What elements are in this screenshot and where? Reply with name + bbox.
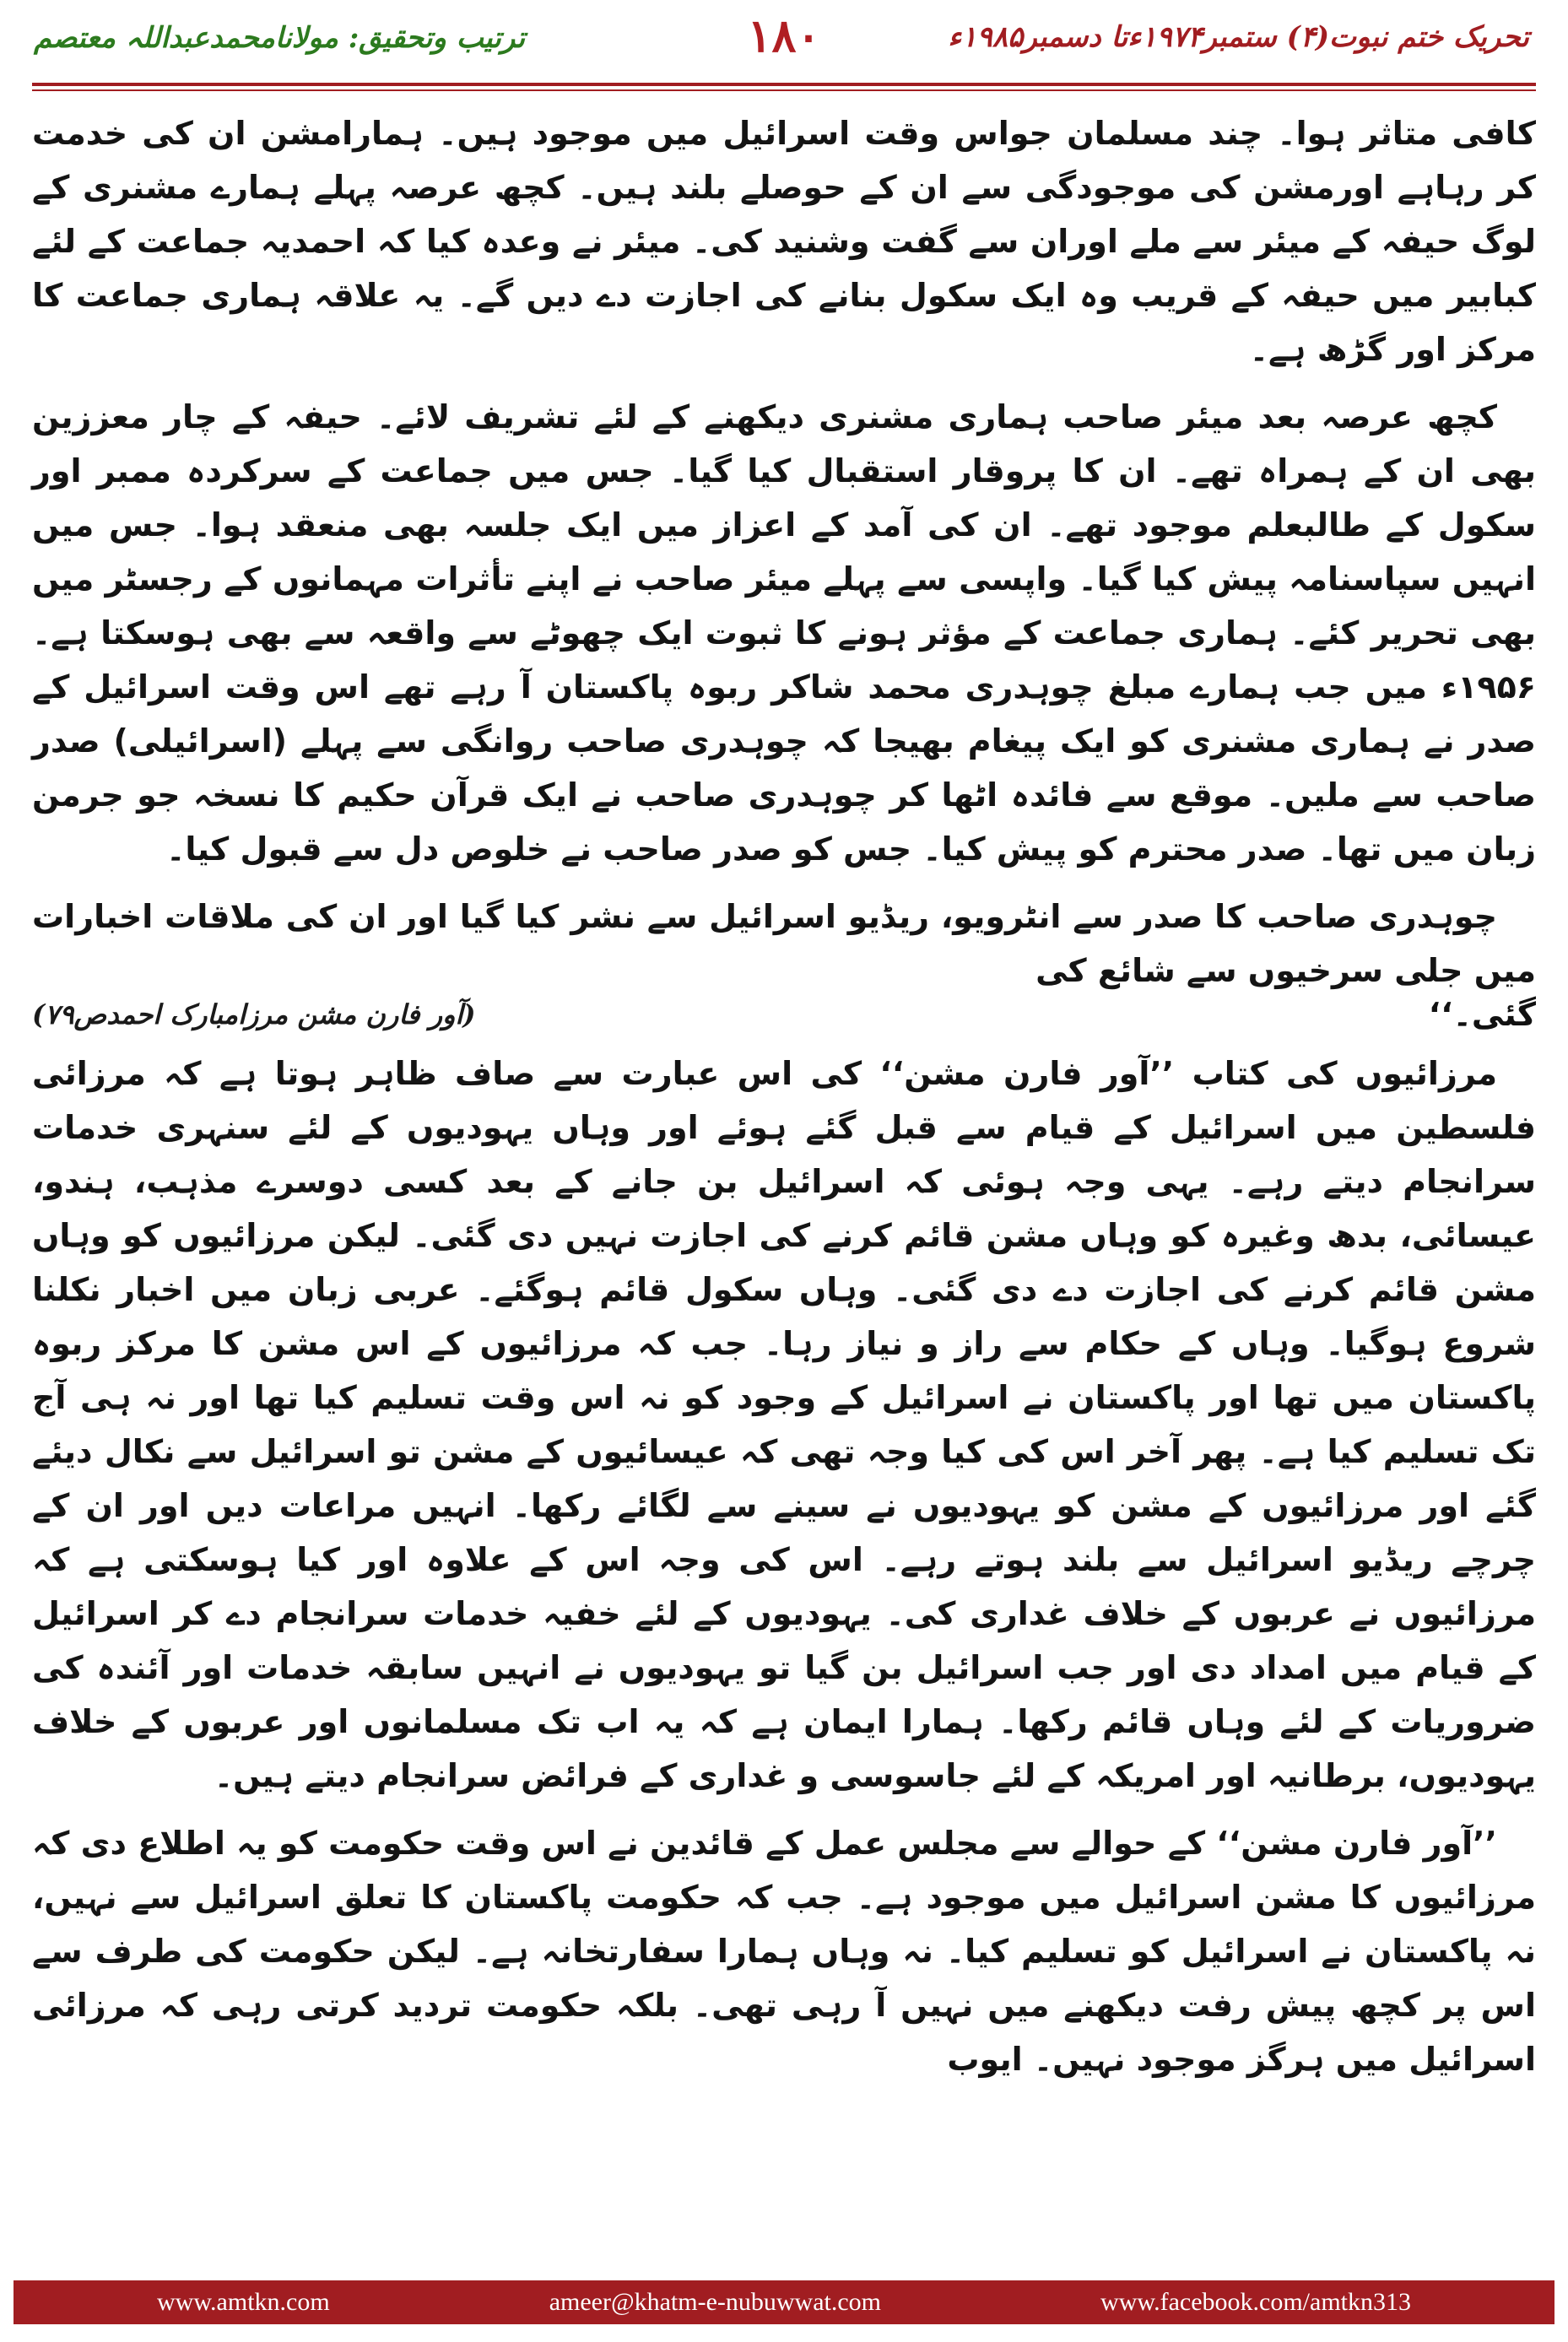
page-number: ۱۸۰: [747, 8, 821, 62]
email-link[interactable]: ameer@khatm-e-nubuwwat.com: [549, 2288, 882, 2316]
header-rule-thin: [32, 89, 1536, 91]
facebook-link[interactable]: www.facebook.com/amtkn313: [1100, 2288, 1411, 2316]
page-body: [32, 106, 1536, 2100]
book-title: تحریک ختم نبوت(۴) ستمبر۱۹۷۴ءتا دسمبر۱۹۸۵ء: [948, 20, 1529, 54]
paragraph-5: ’’آور فارن مشن‘‘ کے حوالے سے مجلس عمل کے قائدین نے اس وقت حکومت کو یہ اطلاع دی کہ مرزائیوں کا مشن اسرائیل میں موجود ہے۔ جب کہ حکومت پاکستان کا تعلق اسرائیل سے نہیں، نہ پاکستان نے اسرائیل کو تسلیم کیا۔ نہ وہاں ہمارا سفارتخانہ ہے۔ لیکن حکومت کی طرف سے اس پر کچھ پیش رفت دیکھنے میں نہیں آ رہی تھی۔ بلکہ حکومت تردید کرتی رہی کہ مرزائی اسرائیل میں ہرگز موجود نہیں۔ ایوب: [32, 1825, 1536, 2078]
compiler-credit: ترتیب وتحقیق: مولانامحمدعبداللہ معتصم: [34, 21, 526, 55]
citation-reference: (آور فارن مشن مرزامبارک احمدص۷۹): [32, 998, 476, 1030]
website-link[interactable]: www.amtkn.com: [157, 2288, 330, 2316]
paragraph-4: مرزائیوں کی کتاب ’’آور فارن مشن‘‘ کی اس عبارت سے صاف ظاہر ہوتا ہے کہ مرزائی فلسطین میں اسرائیل کے قیام سے قبل گئے ہوئے اور وہاں یہودیوں کے لئے سنہری خدمات سرانجام دیتے رہے۔ یہی وجہ ہوئی کہ اسرائیل بن جانے کے بعد کسی دوسرے مذہب، ہندو، عیسائی، بدھ وغیرہ کو وہاں مشن قائم کرنے کی اجازت نہیں دی گئی۔ لیکن مرزائیوں کو وہاں مشن قائم کرنے کی اجازت دے دی گئی۔ وہاں سکول قائم ہوگئے۔ عربی زبان میں اخبار نکلنا شروع ہوگیا۔ وہاں کے حکام سے راز و نیاز رہا۔ جب کہ مرزائیوں کے اس مشن کا مرکز ربوہ پاکستان میں تھا اور پاکستان نے اسرائیل کے وجود کو نہ اس وقت تسلیم کیا تھا اور نہ ہی آج تک تسلیم کیا ہے۔ پھر آخر اس کی کیا وجہ تھی کہ عیسائیوں کے مشن تو اسرائیل سے نکال دیئے گئے اور مرزائیوں کے مشن کو یہودیوں نے سینے سے لگائے رکھا۔ انہیں مراعات دیں اور ان کے چرچے ریڈیو اسرائیل سے بلند ہوتے رہے۔ اس کی وجہ اس کے علاوہ اور کیا ہوسکتی ہے کہ مرزائیوں نے عربوں کے خلاف غداری کی۔ یہودیوں کے لئے خفیہ خدمات سرانجام دے کر اسرائیل کے قیام میں امداد دی اور جب اسرائیل بن گیا تو یہودیوں نے انہیں سابقہ خدمات اور آئندہ کی ضروریات کے لئے وہاں قائم رکھا۔ ہمارا ایمان ہے کہ یہ اب تک مسلمانوں اور عربوں کے خلاف یہودیوں، برطانیہ اور امریکہ کے لئے جاسوسی و غداری کے فرائض سرانجام دیتے ہیں۔: [32, 1055, 1536, 1794]
quote-end: گئی۔‘‘: [1428, 996, 1536, 1033]
citation-row: [32, 996, 1536, 1033]
paragraph-1: کافی متاثر ہوا۔ چند مسلمان جواس وقت اسرائیل میں موجود ہیں۔ ہمارامشن ان کی خدمت کر رہاہے اورمشن کی موجودگی سے ان کے حوصلے بلند ہیں۔ کچھ عرصہ پہلے ہمارے مشنری کے لوگ حیفہ کے میئر سے ملے اوران سے گفت وشنید کی۔ میئر نے وعدہ کیا کہ احمدیہ جماعت کے لئے کبابیر میں حیفہ کے قریب وہ ایک سکول بنانے کی اجازت دے دیں گے۔ یہ علاقہ ہماری جماعت کا مرکز اور گڑھ ہے۔: [32, 115, 1536, 368]
paragraph-3: چوہدری صاحب کا صدر سے انٹرویو، ریڈیو اسرائیل سے نشر کیا گیا اور ان کی ملاقات اخبارات میں جلی سرخیوں سے شائع کی: [32, 898, 1536, 989]
paragraph-2: کچھ عرصہ بعد میئر صاحب ہماری مشنری دیکھنے کے لئے تشریف لائے۔ حیفہ کے چار معززین بھی ان کے ہمراہ تھے۔ ان کا پروقار استقبال کیا گیا۔ جس میں جماعت کے سرکردہ ممبر اور سکول کے طالبعلم موجود تھے۔ ان کی آمد کے اعزاز میں ایک جلسہ بھی منعقد ہوا۔ جس میں انہیں سپاسنامہ پیش کیا گیا۔ واپسی سے پہلے میئر صاحب نے اپنے تأثرات مہمانوں کے رجسٹر میں بھی تحریر کئے۔ ہماری جماعت کے مؤثر ہونے کا ثبوت ایک چھوٹے سے واقعہ سے بھی ہوسکتا ہے۔ ۱۹۵۶ء میں جب ہمارے مبلغ چوہدری محمد شاکر ربوہ پاکستان آ رہے تھے اس وقت اسرائیل کے صدر نے ہماری مشنری کو ایک پیغام بھیجا کہ چوہدری صاحب روانگی سے پہلے (اسرائیلی) صدر صاحب سے ملیں۔ موقع سے فائدہ اٹھا کر چوہدری صاحب نے ایک قرآن حکیم کا نسخہ جو جرمن زبان میں تھا۔ صدر محترم کو پیش کیا۔ جس کو صدر صاحب نے خلوص دل سے قبول کیا۔: [32, 398, 1536, 868]
page-header: [0, 0, 1568, 95]
header-rule-thick: [32, 83, 1536, 86]
page-footer: [14, 2280, 1554, 2324]
